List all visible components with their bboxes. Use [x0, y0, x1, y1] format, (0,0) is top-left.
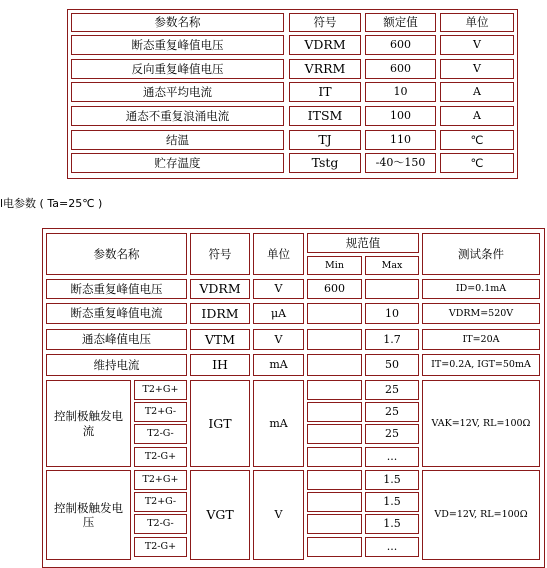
igt-min — [307, 402, 362, 422]
ratings-row-symbol: Tstg — [289, 153, 361, 173]
ratings-row-unit: ℃ — [440, 153, 514, 173]
ratings-row-value: 100 — [365, 106, 436, 126]
elec-row-max: 50 — [365, 354, 419, 376]
igt-quadrant: T2-G+ — [134, 447, 187, 467]
igt-max: ... — [365, 447, 419, 467]
vgt-quadrant: T2-G+ — [134, 537, 187, 557]
igt-symbol: IGT — [190, 380, 250, 467]
igt-min — [307, 424, 362, 444]
elec-header-unit: 单位 — [253, 233, 304, 275]
vgt-max: 1.5 — [365, 492, 419, 512]
elec-row-unit: V — [253, 329, 304, 350]
igt-max: 25 — [365, 380, 419, 400]
ratings-row-name: 结温 — [71, 130, 284, 150]
ratings-row-name: 断态重复峰值电压 — [71, 35, 284, 55]
ratings-row-value: 600 — [365, 35, 436, 55]
igt-unit: mA — [253, 380, 304, 467]
elec-row-condition: IT=0.2A, IGT=50mA — [422, 354, 540, 376]
elec-row-max: 10 — [365, 303, 419, 324]
igt-max: 25 — [365, 424, 419, 444]
ratings-row-value: 10 — [365, 82, 436, 102]
igt-name: 控制极触发电流 — [46, 380, 131, 467]
elec-header-max: Max — [365, 256, 419, 275]
ratings-row-symbol: VRRM — [289, 59, 361, 79]
elec-row-max: 1.7 — [365, 329, 419, 350]
ratings-row-unit: V — [440, 59, 514, 79]
vgt-min — [307, 514, 362, 534]
ratings-row-name: 贮存温度 — [71, 153, 284, 173]
elec-header-condition: 测试条件 — [422, 233, 540, 275]
elec-row-condition: VDRM=520V — [422, 303, 540, 324]
elec-row-condition: ID=0.1mA — [422, 279, 540, 299]
elec-row-min — [307, 303, 362, 324]
igt-quadrant: T2+G+ — [134, 380, 187, 400]
vgt-max: 1.5 — [365, 470, 419, 490]
vgt-quadrant: T2-G- — [134, 514, 187, 534]
elec-row-unit: V — [253, 279, 304, 299]
ratings-row-unit: A — [440, 82, 514, 102]
ratings-row-value: -40～150 — [365, 153, 436, 173]
elec-header-min: Min — [307, 256, 362, 275]
igt-quadrant: T2-G- — [134, 424, 187, 444]
ratings-row-name: 通态不重复浪涌电流 — [71, 106, 284, 126]
vgt-quadrant: T2+G- — [134, 492, 187, 512]
ratings-row-symbol: TJ — [289, 130, 361, 150]
vgt-max: 1.5 — [365, 514, 419, 534]
igt-max: 25 — [365, 402, 419, 422]
vgt-unit: V — [253, 470, 304, 560]
igt-min — [307, 380, 362, 400]
ratings-header-symbol: 符号 — [289, 13, 361, 32]
vgt-min — [307, 470, 362, 490]
ratings-row-unit: A — [440, 106, 514, 126]
elec-row-min — [307, 329, 362, 350]
ratings-row-unit: V — [440, 35, 514, 55]
vgt-min — [307, 537, 362, 557]
ratings-row-name: 通态平均电流 — [71, 82, 284, 102]
elec-row-name: 维持电流 — [46, 354, 187, 376]
ratings-row-value: 600 — [365, 59, 436, 79]
igt-condition: VAK=12V, RL=100Ω — [422, 380, 540, 467]
ratings-row-name: 反向重复峰值电压 — [71, 59, 284, 79]
ratings-row-symbol: VDRM — [289, 35, 361, 55]
ratings-row-symbol: ITSM — [289, 106, 361, 126]
ratings-row-unit: ℃ — [440, 130, 514, 150]
vgt-max: ... — [365, 537, 419, 557]
elec-row-name: 断态重复峰值电流 — [46, 303, 187, 324]
elec-row-max — [365, 279, 419, 299]
elec-row-unit: μA — [253, 303, 304, 324]
elec-row-unit: mA — [253, 354, 304, 376]
elec-row-min: 600 — [307, 279, 362, 299]
ratings-row-value: 110 — [365, 130, 436, 150]
elec-row-min — [307, 354, 362, 376]
vgt-min — [307, 492, 362, 512]
elec-header-symbol: 符号 — [190, 233, 250, 275]
elec-header-spec: 规范值 — [307, 233, 419, 253]
elec-row-name: 断态重复峰值电压 — [46, 279, 187, 299]
igt-min — [307, 447, 362, 467]
elec-row-symbol: VDRM — [190, 279, 250, 299]
ratings-header-value: 额定值 — [365, 13, 436, 32]
elec-row-symbol: IH — [190, 354, 250, 376]
vgt-symbol: VGT — [190, 470, 250, 560]
vgt-name: 控制极触发电压 — [46, 470, 131, 560]
elec-row-symbol: VTM — [190, 329, 250, 350]
elec-row-condition: IT=20A — [422, 329, 540, 350]
section-title: l电参数 ( Ta=25℃ ) — [0, 197, 103, 210]
ratings-row-symbol: IT — [289, 82, 361, 102]
elec-row-symbol: IDRM — [190, 303, 250, 324]
ratings-header-unit: 单位 — [440, 13, 514, 32]
ratings-header-name: 参数名称 — [71, 13, 284, 32]
vgt-condition: VD=12V, RL=100Ω — [422, 470, 540, 560]
elec-row-name: 通态峰值电压 — [46, 329, 187, 350]
vgt-quadrant: T2+G+ — [134, 470, 187, 490]
igt-quadrant: T2+G- — [134, 402, 187, 422]
elec-header-name: 参数名称 — [46, 233, 187, 275]
